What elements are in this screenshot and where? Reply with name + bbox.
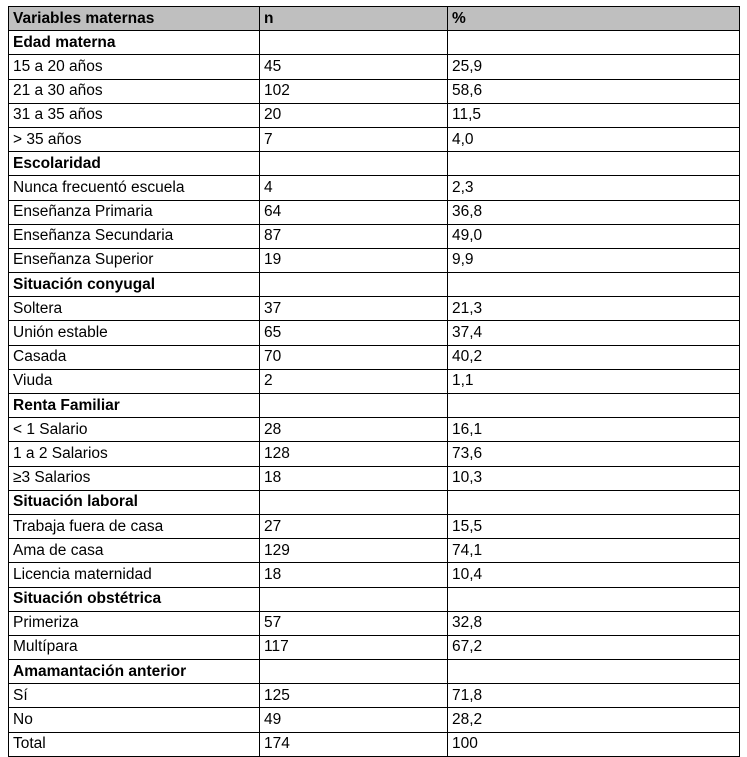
cell-variable: Enseñanza Primaria (9, 200, 260, 224)
section-row (9, 273, 740, 297)
table-row (9, 127, 740, 151)
section-title: Renta Familiar (9, 394, 260, 418)
table-row (9, 369, 740, 393)
section-title: Escolaridad (9, 152, 260, 176)
cell-variable: 15 a 20 años (9, 55, 260, 79)
cell-n: 64 (260, 200, 448, 224)
cell-percent: 37,4 (448, 321, 740, 345)
table-row (9, 345, 740, 369)
header-row (9, 7, 740, 31)
cell-variable: Viuda (9, 369, 260, 393)
empty-cell (260, 660, 448, 684)
table-row (9, 442, 740, 466)
section-row (9, 587, 740, 611)
cell-percent: 71,8 (448, 684, 740, 708)
cell-variable: ≥3 Salarios (9, 466, 260, 490)
table-row (9, 611, 740, 635)
empty-cell (260, 152, 448, 176)
cell-percent: 11,5 (448, 103, 740, 127)
cell-n: 117 (260, 635, 448, 659)
cell-n: 65 (260, 321, 448, 345)
cell-percent: 10,4 (448, 563, 740, 587)
table-container (8, 6, 739, 757)
cell-n: 20 (260, 103, 448, 127)
cell-n: 4 (260, 176, 448, 200)
cell-n: 18 (260, 466, 448, 490)
empty-cell (448, 660, 740, 684)
table-row (9, 103, 740, 127)
empty-cell (448, 31, 740, 55)
cell-variable: Sí (9, 684, 260, 708)
empty-cell (260, 273, 448, 297)
cell-percent: 74,1 (448, 539, 740, 563)
cell-variable: Licencia maternidad (9, 563, 260, 587)
empty-cell (260, 394, 448, 418)
cell-percent: 28,2 (448, 708, 740, 732)
maternal-variables-table (8, 6, 740, 757)
cell-variable: Multípara (9, 635, 260, 659)
cell-variable: Casada (9, 345, 260, 369)
table-row (9, 684, 740, 708)
table-row (9, 321, 740, 345)
cell-n: 70 (260, 345, 448, 369)
cell-n: 49 (260, 708, 448, 732)
cell-n: 28 (260, 418, 448, 442)
table-row (9, 635, 740, 659)
cell-percent: 40,2 (448, 345, 740, 369)
total-label: Total (9, 732, 260, 756)
table-row (9, 539, 740, 563)
cell-percent: 21,3 (448, 297, 740, 321)
section-row (9, 660, 740, 684)
total-n: 174 (260, 732, 448, 756)
cell-variable: 31 a 35 años (9, 103, 260, 127)
cell-percent: 1,1 (448, 369, 740, 393)
empty-cell (448, 394, 740, 418)
cell-variable: > 35 años (9, 127, 260, 151)
header-variables: Variables maternas (9, 7, 260, 31)
section-title: Situación laboral (9, 490, 260, 514)
cell-n: 19 (260, 248, 448, 272)
empty-cell (260, 490, 448, 514)
cell-n: 27 (260, 514, 448, 538)
cell-n: 37 (260, 297, 448, 321)
cell-variable: Ama de casa (9, 539, 260, 563)
section-title: Situación obstétrica (9, 587, 260, 611)
table-row (9, 418, 740, 442)
cell-percent: 73,6 (448, 442, 740, 466)
empty-cell (448, 152, 740, 176)
table-row (9, 224, 740, 248)
cell-n: 57 (260, 611, 448, 635)
table-row (9, 176, 740, 200)
cell-n: 128 (260, 442, 448, 466)
cell-n: 102 (260, 79, 448, 103)
total-percent: 100 (448, 732, 740, 756)
total-row (9, 732, 740, 756)
table-row (9, 708, 740, 732)
cell-percent: 2,3 (448, 176, 740, 200)
cell-n: 87 (260, 224, 448, 248)
section-row (9, 394, 740, 418)
cell-n: 125 (260, 684, 448, 708)
empty-cell (448, 587, 740, 611)
cell-n: 129 (260, 539, 448, 563)
cell-percent: 16,1 (448, 418, 740, 442)
cell-percent: 10,3 (448, 466, 740, 490)
cell-n: 18 (260, 563, 448, 587)
header-percent: % (448, 7, 740, 31)
cell-percent: 49,0 (448, 224, 740, 248)
cell-percent: 9,9 (448, 248, 740, 272)
cell-variable: Soltera (9, 297, 260, 321)
section-row (9, 152, 740, 176)
cell-percent: 32,8 (448, 611, 740, 635)
cell-variable: Enseñanza Superior (9, 248, 260, 272)
section-title: Amamantación anterior (9, 660, 260, 684)
cell-variable: Primeriza (9, 611, 260, 635)
cell-percent: 25,9 (448, 55, 740, 79)
empty-cell (448, 490, 740, 514)
table-body (9, 31, 740, 757)
cell-variable: Nunca frecuentó escuela (9, 176, 260, 200)
table-row (9, 514, 740, 538)
cell-variable: 21 a 30 años (9, 79, 260, 103)
section-title: Situación conyugal (9, 273, 260, 297)
cell-percent: 36,8 (448, 200, 740, 224)
table-row (9, 466, 740, 490)
header-n: n (260, 7, 448, 31)
cell-percent: 4,0 (448, 127, 740, 151)
empty-cell (260, 587, 448, 611)
cell-percent: 67,2 (448, 635, 740, 659)
section-row (9, 31, 740, 55)
cell-variable: 1 a 2 Salarios (9, 442, 260, 466)
table-row (9, 79, 740, 103)
section-row (9, 490, 740, 514)
cell-n: 7 (260, 127, 448, 151)
table-row (9, 563, 740, 587)
cell-variable: Trabaja fuera de casa (9, 514, 260, 538)
cell-percent: 15,5 (448, 514, 740, 538)
section-title: Edad materna (9, 31, 260, 55)
cell-variable: Unión estable (9, 321, 260, 345)
table-row (9, 297, 740, 321)
table-row (9, 200, 740, 224)
cell-variable: Enseñanza Secundaria (9, 224, 260, 248)
cell-variable: < 1 Salario (9, 418, 260, 442)
empty-cell (448, 273, 740, 297)
cell-n: 2 (260, 369, 448, 393)
empty-cell (260, 31, 448, 55)
table-row (9, 55, 740, 79)
cell-variable: No (9, 708, 260, 732)
table-row (9, 248, 740, 272)
cell-percent: 58,6 (448, 79, 740, 103)
cell-n: 45 (260, 55, 448, 79)
